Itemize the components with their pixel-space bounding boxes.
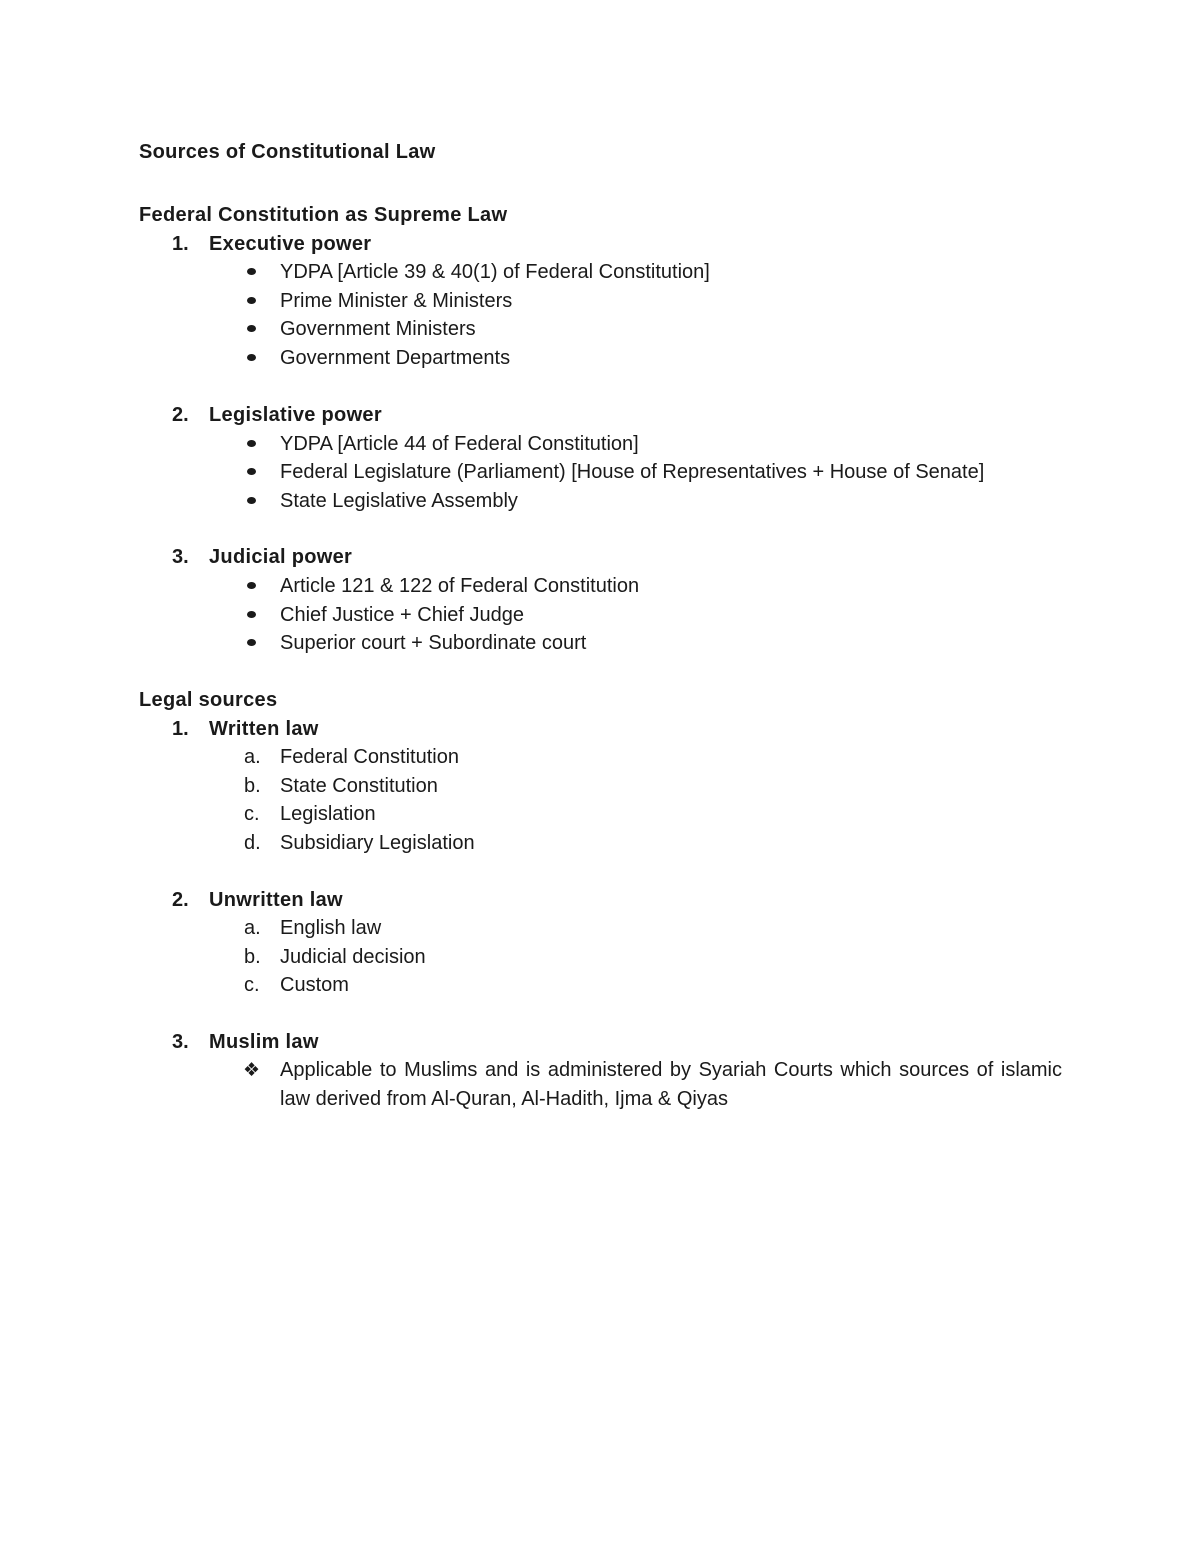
- list-item: Judicial decision: [280, 946, 426, 968]
- list-item: Subsidiary Legislation: [280, 832, 475, 854]
- list-marker: c.: [244, 974, 260, 996]
- list-marker: a.: [244, 746, 261, 768]
- bullet-icon: [247, 611, 256, 618]
- group-label-written-law: Written law: [209, 718, 319, 740]
- list-number: 2.: [172, 889, 189, 911]
- list-item: State Legislative Assembly: [280, 490, 518, 512]
- group-label-legislative: Legislative power: [209, 404, 382, 426]
- bullet-icon: [247, 639, 256, 646]
- list-number: 3.: [172, 546, 189, 568]
- document-title: Sources of Constitutional Law: [139, 141, 436, 163]
- list-number: 3.: [172, 1031, 189, 1053]
- bullet-icon: [247, 297, 256, 304]
- group-label-unwritten-law: Unwritten law: [209, 889, 343, 911]
- list-item: Government Departments: [280, 347, 511, 369]
- section-heading-legal-sources: Legal sources: [139, 689, 278, 711]
- list-item: YDPA [Article 39 & 40(1) of Federal Constitution]: [280, 261, 710, 283]
- list-item: YDPA [Article 44 of Federal Constitution]: [280, 433, 639, 455]
- bullet-icon: [247, 354, 256, 361]
- group-label-judicial: Judicial power: [209, 546, 353, 568]
- list-number: 2.: [172, 404, 189, 426]
- list-item: Custom: [280, 974, 349, 996]
- list-marker: b.: [244, 775, 261, 797]
- list-number: 1.: [172, 233, 189, 255]
- bullet-icon: [247, 440, 256, 447]
- list-item: State Constitution: [280, 775, 438, 797]
- bullet-icon: [247, 325, 256, 332]
- bullet-icon: [247, 497, 256, 504]
- list-number: 1.: [172, 718, 189, 740]
- list-marker: a.: [244, 917, 261, 939]
- bullet-icon: [247, 468, 256, 475]
- muslim-law-paragraph: Applicable to Muslims and is administered by Syariah Courts which sources of islamic law derived from Al-Quran, Al-Hadith, Ijma & Qiyas: [280, 1059, 1062, 1110]
- list-item: English law: [280, 917, 382, 939]
- list-item: Superior court + Subordinate court: [280, 632, 587, 654]
- list-item: Prime Minister & Ministers: [280, 290, 513, 312]
- list-item: Article 121 & 122 of Federal Constitution: [280, 575, 640, 597]
- list-item: Federal Legislature (Parliament) [House of Representatives + House of Senate]: [280, 461, 985, 483]
- list-item: Federal Constitution: [280, 746, 459, 768]
- bullet-icon: [247, 268, 256, 275]
- group-label-muslim-law: Muslim law: [209, 1031, 319, 1053]
- list-item: Legislation: [280, 803, 376, 825]
- section-heading-supreme-law: Federal Constitution as Supreme Law: [139, 204, 508, 226]
- list-item: Chief Justice + Chief Judge: [280, 604, 525, 626]
- group-label-executive: Executive power: [209, 233, 372, 255]
- list-marker: b.: [244, 946, 261, 968]
- diamond-bullet-icon: ❖: [243, 1060, 261, 1081]
- list-marker: d.: [244, 832, 261, 854]
- bullet-icon: [247, 582, 256, 589]
- list-marker: c.: [244, 803, 260, 825]
- list-item: Government Ministers: [280, 318, 476, 340]
